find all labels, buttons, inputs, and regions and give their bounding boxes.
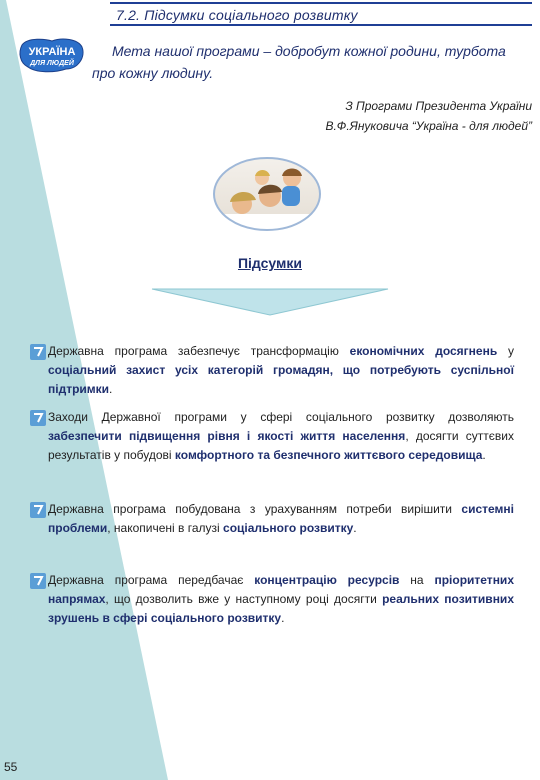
summary-item-text: Державна програма забезпечує трансформацію економічних досягнень у соціальний захист усіх категорій громадян, що потребують суспільної підтримки. (48, 344, 515, 396)
summary-item-text: Заходи Державної програми у сфері соціального розвитку дозволяють забезпечити підвищення рівня і якості життя населення, досягти суттєвих результатів у побудові комфортного та безпечного життєвого середовища. (48, 410, 514, 462)
family-photo (212, 156, 322, 232)
summary-item-3 (30, 500, 514, 538)
arrow-bullet-icon (30, 344, 46, 360)
quote-source (232, 96, 532, 136)
logo-line-1: УКРАЇНА (28, 46, 76, 58)
arrow-bullet-icon (30, 502, 46, 518)
header-top-rule (110, 2, 532, 4)
quote-source-line-1: З Програми Президента України (345, 99, 532, 113)
mission-text: Мета нашої програми – добробут кожної родини, турбота про кожну людину. (92, 43, 506, 81)
ukraine-for-people-logo (18, 35, 86, 75)
logo-line-2: ДЛЯ ЛЮДЕЙ (30, 60, 74, 67)
summary-item-text: Державна програма передбачає концентрацію ресурсів на пріоритетних напрямах, що дозволить вже у наступному році досягти реальних позитивних зрушень в сфері соціального розвитку. (48, 573, 514, 625)
summary-item-1 (30, 342, 514, 399)
summary-item-4 (30, 571, 514, 628)
summary-item-text: Державна програма побудована з урахуванням потреби вирішити системні проблеми, накопичені в галузі соціального розвитку. (48, 502, 514, 535)
mission-statement (92, 40, 522, 84)
section-title: 7.2. Підсумки соціального розвитку (116, 7, 358, 23)
header-bar (110, 2, 532, 26)
summary-heading: Підсумки (237, 255, 302, 271)
page-number: 55 (4, 760, 18, 774)
summary-banner (150, 285, 390, 319)
arrow-bullet-icon (30, 573, 46, 589)
arrow-bullet-icon (30, 410, 46, 426)
summary-item-2 (30, 408, 514, 465)
header-bottom-rule (110, 24, 532, 26)
quote-source-line-2: В.Ф.Януковича “Україна - для людей” (325, 119, 532, 133)
